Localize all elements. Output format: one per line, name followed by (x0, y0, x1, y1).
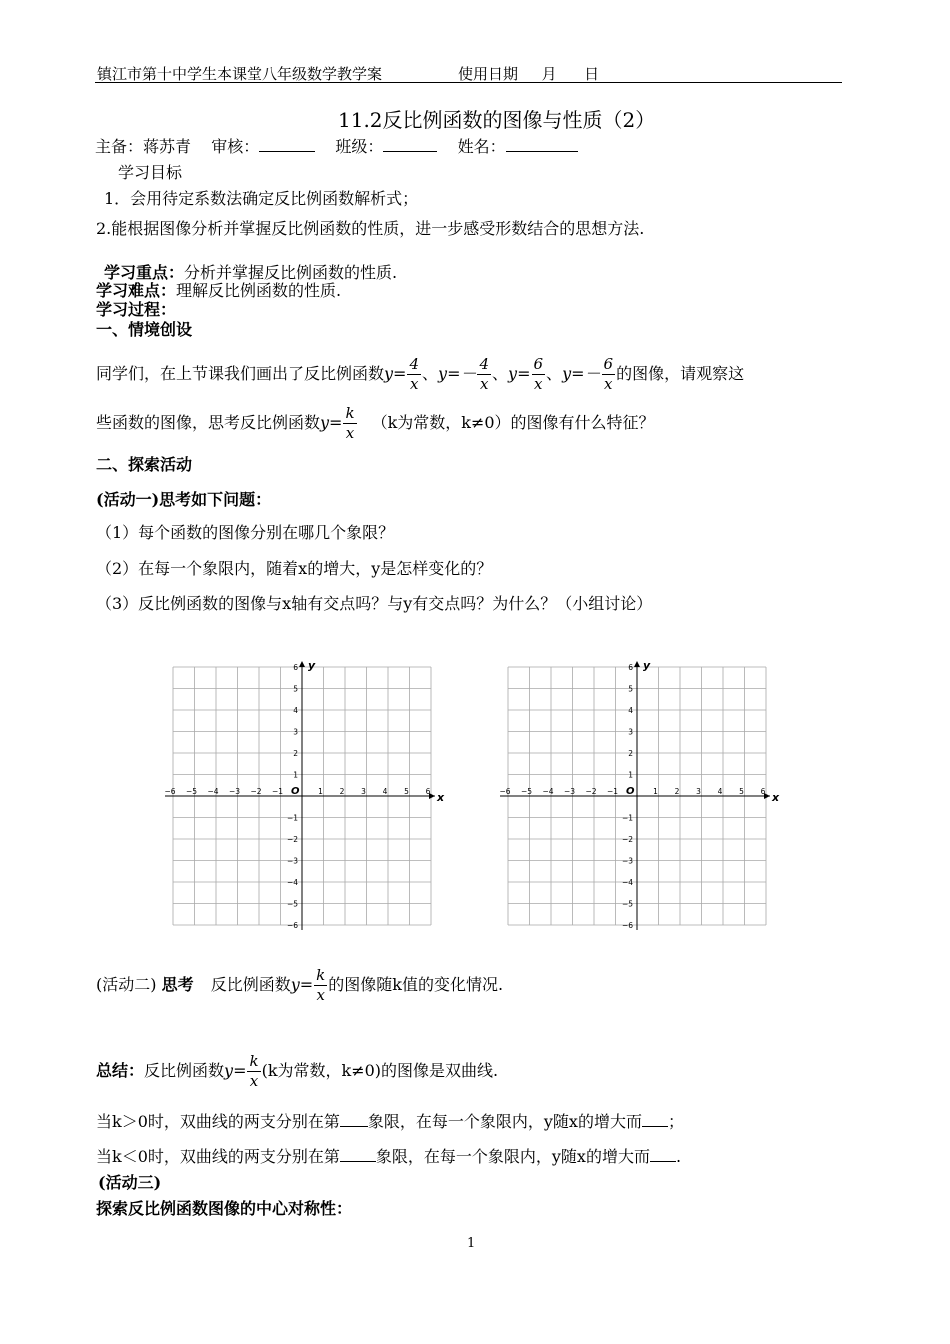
x-tick-label: 2 (339, 787, 345, 796)
line2-text-start: 些函数的图像，思考反比例函数 (96, 413, 321, 432)
summary-y: y= (224, 1061, 247, 1080)
activity2-line (96, 962, 503, 1008)
origin-label: O (291, 786, 300, 797)
question-3: （3）反比例函数的图像与x轴有交点吗？与y有交点吗？为什么？（小组讨论） (96, 594, 653, 613)
func1-den: x (407, 374, 421, 392)
funck-fraction (343, 406, 356, 441)
neg-quadrant-blank[interactable] (340, 1147, 376, 1162)
activity2-text-end: 的图像随k值的变化情况. (328, 975, 504, 994)
x-tick-label: 2 (674, 787, 680, 796)
x-tick-label: −1 (606, 787, 619, 796)
y-axis-arrow (634, 661, 640, 667)
section2-heading: 二、探索活动 (96, 455, 193, 474)
x-tick-label: −2 (250, 787, 262, 796)
summary-den: x (247, 1071, 260, 1089)
neg-trend-blank[interactable] (650, 1147, 676, 1162)
func3-num: 6 (533, 355, 544, 373)
page-number: 1 (467, 1236, 476, 1251)
func2-den: x (477, 374, 491, 392)
header-date (458, 63, 599, 84)
func2-fraction (477, 357, 491, 392)
x-tick-label: 5 (404, 787, 409, 796)
func1-fraction (407, 357, 421, 392)
activity2-think: 思考 (161, 975, 194, 994)
x-tick-label: −6 (164, 787, 176, 796)
author-label: 主备： (95, 137, 144, 156)
func2-num: 4 (479, 355, 490, 373)
header-school: 镇江市第十中学生本课堂八年级数学教学案 (97, 65, 383, 83)
func3-fraction (532, 357, 546, 392)
x-tick-label: −5 (185, 787, 198, 796)
x-tick-label: 5 (739, 787, 744, 796)
sep-2: 、 (492, 364, 509, 383)
activity1-label: (活动一)思考如下问题： (96, 490, 272, 509)
header-date-label: 使用日期 (458, 65, 519, 83)
review-blank[interactable] (259, 137, 315, 152)
activity3-label: (活动三) (98, 1173, 162, 1192)
x-tick-label: 6 (760, 787, 766, 796)
author-name: 蒋苏青 (143, 137, 192, 156)
y-tick-label: −3 (286, 856, 298, 866)
activity2-fraction (314, 968, 327, 1003)
page-title: 11.2反比例函数的图像与性质（2） (338, 108, 656, 132)
y-tick-label: 4 (293, 706, 298, 715)
difficulty-text: 理解反比例函数的性质. (176, 281, 342, 300)
summary-num: k (249, 1052, 259, 1070)
y-tick-label: 5 (628, 684, 633, 694)
funck-den: x (343, 423, 356, 441)
y-tick-label: −6 (286, 921, 298, 930)
activity3-heading: 探索反比例函数图像的中心对称性： (96, 1199, 353, 1218)
y-tick-label: −3 (621, 856, 633, 866)
name-blank[interactable] (506, 137, 578, 152)
summary-line (96, 1048, 498, 1094)
section1-line2 (96, 400, 655, 446)
x-tick-label: 4 (382, 787, 388, 796)
process-label: 学习过程： (96, 300, 177, 319)
func2-y: y=－ (438, 364, 477, 383)
activity2-num: k (316, 966, 326, 984)
sep-1: 、 (422, 364, 439, 383)
x-tick-label: −5 (520, 787, 533, 796)
section1-heading: 一、情境创设 (96, 320, 193, 339)
func1-num: 4 (409, 355, 420, 373)
x-tick-label: 6 (425, 787, 431, 796)
y-tick-label: 5 (293, 684, 298, 694)
x-tick-label: −4 (542, 787, 554, 796)
pos-start: 当k＞0时，双曲线的两支分别在第 (96, 1112, 340, 1131)
pos-mid: 象限，在每一个象限内，y随x的增大而 (367, 1112, 642, 1131)
header-rule (95, 82, 842, 83)
sep-3: 、 (546, 364, 563, 383)
x-tick-label: 4 (717, 787, 723, 796)
y-tick-label: 1 (628, 770, 633, 780)
question-2: （2）在每一个象限内，随着x的增大，y是怎样变化的？ (96, 559, 493, 578)
difficulty-label: 学习难点： (96, 281, 177, 300)
question-1: （1）每个函数的图像分别在哪几个象限？ (96, 523, 395, 542)
funck-num: k (345, 404, 355, 422)
y-tick-label: −1 (621, 813, 633, 823)
x-tick-label: 3 (696, 787, 701, 796)
line1-text-end: 的图像，请观察这 (616, 364, 745, 383)
summary-fraction (247, 1054, 260, 1089)
func4-num: 6 (603, 355, 614, 373)
y-tick-label: 1 (293, 770, 298, 780)
name-label: 姓名： (457, 137, 506, 156)
activity2-text-start: 反比例函数 (210, 975, 291, 994)
func3-y: y= (508, 364, 531, 383)
x-tick-label: −3 (228, 787, 241, 796)
x-tick-label: −4 (207, 787, 219, 796)
activity2-y: y= (290, 975, 314, 994)
summary-positive (96, 1109, 684, 1132)
x-tick-label: −1 (271, 787, 284, 796)
x-tick-label: −6 (499, 787, 511, 796)
x-axis-label: x (437, 791, 445, 804)
y-tick-label: 2 (628, 749, 633, 758)
y-tick-label: −2 (286, 835, 298, 844)
y-tick-label: −5 (621, 899, 633, 909)
y-tick-label: 6 (293, 663, 298, 672)
func4-fraction (602, 357, 616, 392)
summary-text-start: 反比例函数 (144, 1061, 225, 1080)
neg-mid: 象限，在每一个象限内，y随x的增大而 (375, 1147, 650, 1166)
coordinate-grid-2 (495, 648, 795, 930)
y-axis-arrow (299, 661, 305, 667)
y-tick-label: 4 (628, 706, 633, 715)
y-tick-label: −2 (621, 835, 633, 844)
coordinate-grid-1 (160, 648, 460, 930)
y-tick-label: 2 (293, 749, 298, 758)
pos-end: ； (667, 1112, 684, 1131)
focus-label: 学习重点： (104, 263, 185, 282)
x-axis-label: x (772, 791, 780, 804)
staff-line (95, 134, 578, 157)
origin-label: O (626, 786, 635, 797)
y-tick-label: 3 (293, 727, 298, 737)
y-tick-label: −4 (621, 878, 633, 887)
pos-quadrant-blank[interactable] (340, 1112, 368, 1127)
objectives-heading: 学习目标 (118, 163, 183, 182)
y-tick-label: −6 (621, 921, 633, 930)
summary-label: 总结： (96, 1061, 145, 1080)
x-tick-label: 1 (318, 787, 323, 796)
pos-trend-blank[interactable] (642, 1112, 668, 1127)
header-day: 日 (584, 65, 600, 83)
section1-line1 (96, 351, 744, 397)
x-tick-label: 1 (653, 787, 658, 796)
summary-text-end: (k为常数，k≠0)的图像是双曲线. (261, 1061, 499, 1080)
activity2-label: (活动二) (96, 975, 157, 994)
x-tick-label: −2 (585, 787, 597, 796)
neg-start: 当k＜0时，双曲线的两支分别在第 (96, 1147, 340, 1166)
class-label: 班级： (335, 137, 384, 156)
y-tick-label: 6 (628, 663, 633, 672)
x-tick-label: 3 (361, 787, 366, 796)
neg-end: . (675, 1147, 682, 1166)
line1-text-start: 同学们，在上节课我们画出了反比例函数 (96, 364, 385, 383)
y-axis-label: y (643, 659, 651, 672)
activity2-den: x (314, 985, 327, 1003)
objective-2: 2.能根据图像分析并掌握反比例函数的性质，进一步感受形数结合的思想方法. (96, 219, 645, 238)
y-axis-label: y (308, 659, 316, 672)
func4-y: y=－ (562, 364, 601, 383)
review-label: 审核： (211, 137, 260, 156)
objective-1: 1．会用待定系数法确定反比例函数解析式； (104, 189, 419, 208)
summary-negative (96, 1144, 681, 1167)
y-tick-label: −4 (286, 878, 298, 887)
func4-den: x (602, 374, 616, 392)
line2-text-end: （k为常数，k≠0）的图像有什么特征？ (371, 413, 655, 432)
focus-text: 分析并掌握反比例函数的性质. (184, 263, 398, 282)
funck-y: y= (320, 413, 343, 432)
y-tick-label: 3 (628, 727, 633, 737)
header-month: 月 (541, 65, 557, 83)
y-tick-label: −1 (286, 813, 298, 823)
func3-den: x (532, 374, 546, 392)
y-tick-label: −5 (286, 899, 298, 909)
class-blank[interactable] (383, 137, 437, 152)
func1-y: y= (384, 364, 407, 383)
x-tick-label: −3 (563, 787, 576, 796)
